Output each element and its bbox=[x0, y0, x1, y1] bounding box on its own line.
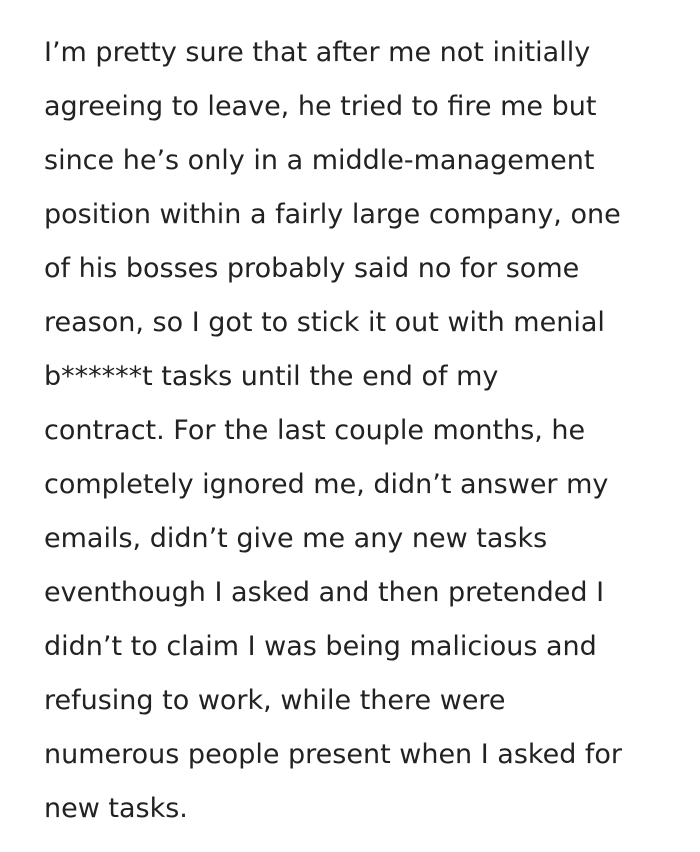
text-line: numerous people present when I asked for bbox=[44, 739, 623, 770]
text-line: emails, didn’t give me any new tasks bbox=[44, 523, 548, 554]
post-text bbox=[44, 26, 684, 836]
text-line: eventhough I asked and then pretended I bbox=[44, 577, 605, 608]
text-line: agreeing to leave, he tried to fire me but bbox=[44, 91, 597, 122]
text-line: refusing to work, while there were bbox=[44, 685, 506, 716]
text-line: position within a fairly large company, one bbox=[44, 199, 621, 230]
text-line: contract. For the last couple months, he bbox=[44, 415, 586, 446]
text-line: I’m pretty sure that after me not initially bbox=[44, 37, 591, 68]
text-line: b******t tasks until the end of my bbox=[44, 361, 499, 392]
text-line: completely ignored me, didn’t answer my bbox=[44, 469, 609, 500]
text-line: reason, so I got to stick it out with menial bbox=[44, 307, 605, 338]
text-line: of his bosses probably said no for some bbox=[44, 253, 580, 284]
text-line: new tasks. bbox=[44, 793, 188, 824]
text-line: didn’t to claim I was being malicious and bbox=[44, 631, 597, 662]
text-line: since he’s only in a middle-management bbox=[44, 145, 595, 176]
